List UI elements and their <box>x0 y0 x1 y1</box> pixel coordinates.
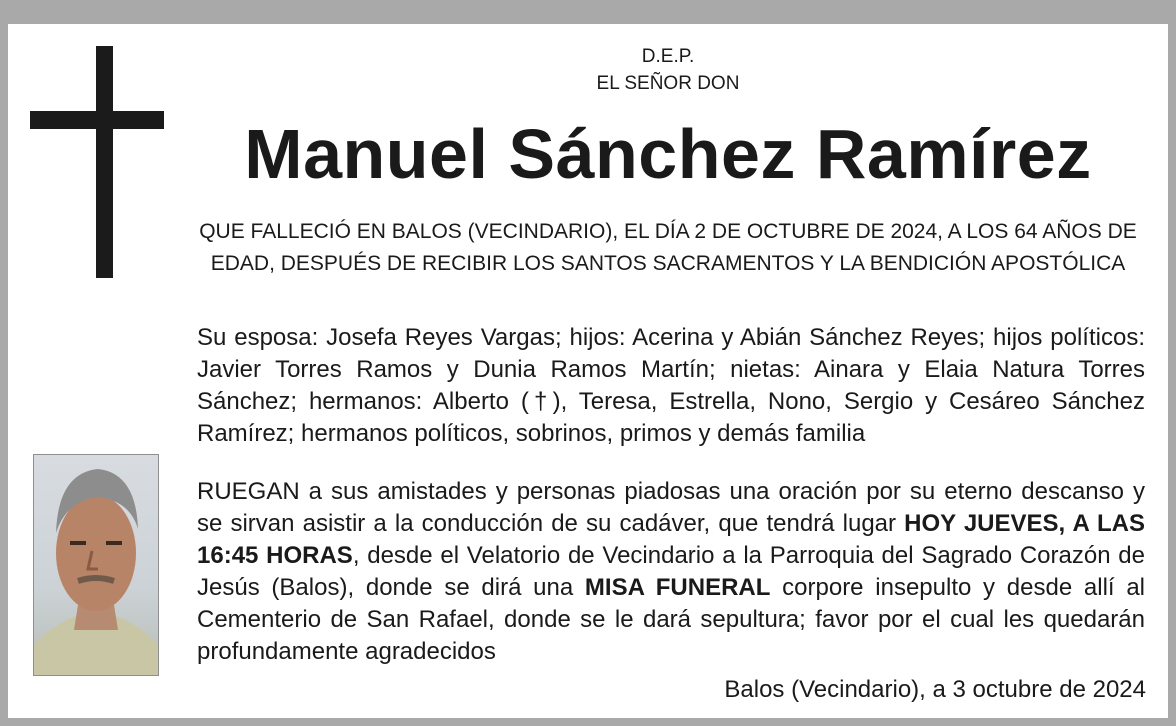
obituary-card <box>8 24 1168 718</box>
dep-heading: D.E.P. <box>641 46 695 67</box>
signature-line: Balos (Vecindario), a 3 octubre de 2024 <box>724 676 1146 703</box>
ruegan-paragraph <box>197 476 1145 668</box>
cross-horizontal-bar <box>30 111 164 129</box>
portrait-illustration <box>34 455 158 675</box>
title-line: EL SEÑOR DON <box>596 73 740 94</box>
portrait-photo <box>33 454 159 676</box>
family-paragraph: Su esposa: Josefa Reyes Vargas; hijos: Acerina y Abián Sánchez Reyes; hijos políticos: Javier Torres Ramos y Dunia Ramos Martín; nietas: Ainara y Elaia Natura Torres Sánchez; hermanos: Alberto (†), Teresa, Estrella, Nono, Sergio y Cesáreo Sánchez Ramírez; hermanos políticos, sobrinos, primos y demás familia <box>197 324 1145 447</box>
death-notice: QUE FALLECIÓ EN BALOS (VECINDARIO), EL DÍA 2 DE OCTUBRE DE 2024, A LOS 64 AÑOS DE EDAD, DESPUÉS DE RECIBIR LOS SANTOS SACRAMENTOS Y LA BENDICIÓN APOSTÓLICA <box>199 220 1137 275</box>
misa-funeral: MISA FUNERAL <box>584 574 771 601</box>
service-time: HOY JUEVES, A LAS 16:45 HORAS <box>197 510 1145 569</box>
ruegan-text-3: corpore insepulto y desde allí al Cementerio de San Rafael, donde se le dará sepultura; favor por el cual les quedarán profundamente agradecidos <box>197 574 1145 665</box>
deceased-name: Manuel Sánchez Ramírez <box>244 115 1092 193</box>
ruegan-text-2: , desde el Velatorio de Vecindario a la Parroquia del Sagrado Corazón de Jesús (Balos), donde se dirá una <box>197 542 1145 601</box>
ruegan-text-1: RUEGAN a sus amistades y personas piadosas una oración por su eterno descanso y se sirvan asistir a la conducción de su cadáver, que tendrá lugar <box>197 478 1145 537</box>
cross-vertical-bar <box>96 46 113 278</box>
